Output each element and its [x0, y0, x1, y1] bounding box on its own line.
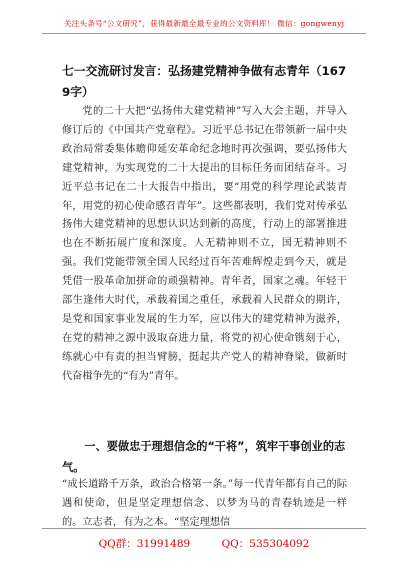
section-heading-1	[62, 436, 347, 478]
section-heading-1-text: 一、要做忠于理想信念的“干将”，筑牢干事创业的志气。	[62, 440, 346, 474]
footer-qq: QQ：535304092	[221, 538, 310, 550]
header-banner: 关注头条号“公文研究”，获得最新最全最专业的公文资料库！ 微信：gongwenyj	[63, 19, 345, 28]
footer-divider	[42, 528, 366, 529]
document-title: 七一交流研讨发言：弘扬建党精神争做有志青年（1679字）	[62, 64, 347, 99]
footer-qq-group: QQ群：31991489	[98, 538, 191, 550]
section-1-body: “成长道路千万条，政治合格第一条。”每一代青年都有自己的际遇和使命，但是坚定理想信念、以梦为马的青春轨迹是一样的。立志者，有为之本。“坚定理想信	[62, 479, 347, 528]
header-divider	[42, 33, 366, 34]
footer	[0, 536, 408, 551]
paragraph-1: 党的二十大把“弘扬伟大建党精神”写入大会主题，并导入修订后的《中国共产党章程》。习近平总书记在带领新一届中央政治局常委集体瞻仰延安革命纪念地时再次强调，要弘扬伟大建党精神，为实现党的二十大提出的目标任务而团结奋斗。习近平总书记在二十大报告中指出，要“用党的科学理论武装青年，用党的初心使命感召青年”。这些都表明，我们党对传承弘扬伟大建党精神的思想认识达到新的高度，行动上的部署推进也在不断拓展广度和深度。人无精神则不立，国无精神则不强。我们党能带领全国人民经过百年苦难辉煌走到今天，就是凭借一股革命加拼命的顽强精神。青年者，国家之魂。年轻干部生逢伟大时代，承载着国之重任，承载着人民群众的期许，是党和国家事业发展的生力军，应以伟大的建党精神为滋养，在党的精神之源中汲取奋进力量，将党的初心使命镌刻于心，练就心中有责的担当臂膀，挺起共产党人的精神脊梁，做新时代奋楫争先的“有为”青年。	[62, 106, 347, 382]
